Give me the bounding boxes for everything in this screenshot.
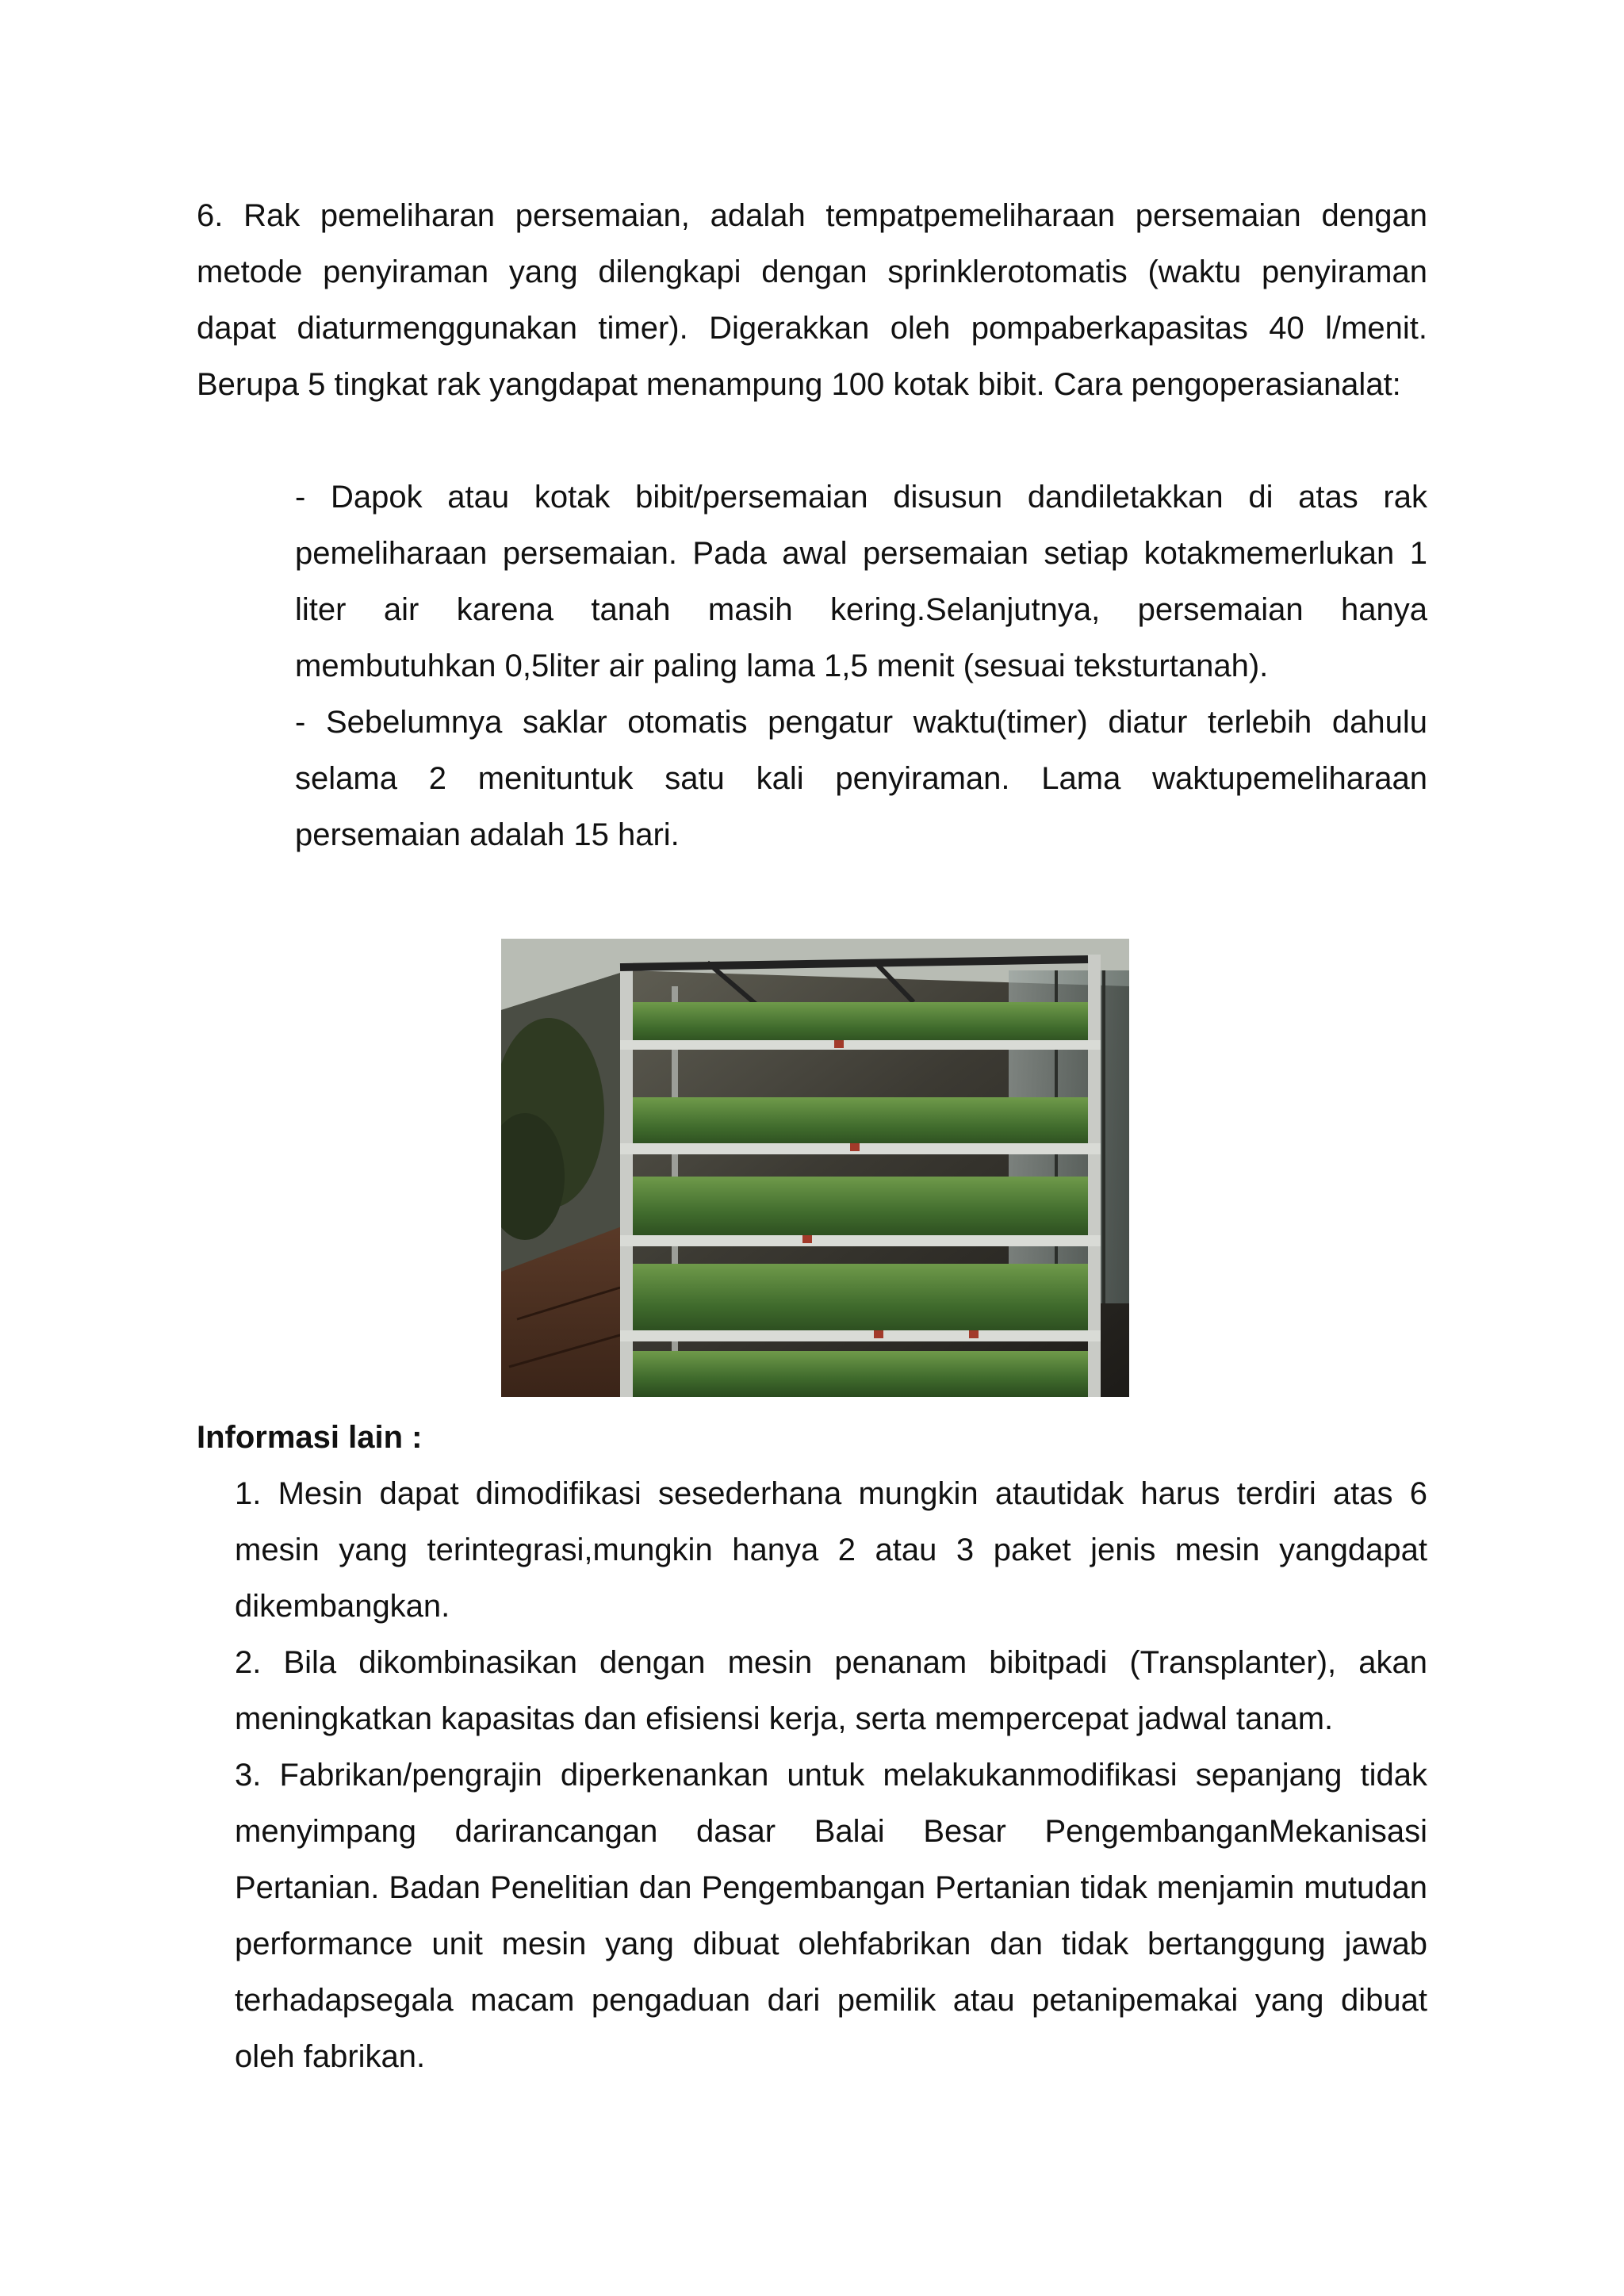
info-item-2: 2. Bila dikombinasikan dengan mesin penanam bibitpadi (Transplanter), akan meningkatkan kapasitas dan efisiensi kerja, serta mempercepat jadwal tanam. <box>235 1645 1427 1736</box>
info-heading: Informasi lain : <box>197 1420 423 1455</box>
seedling-rack-photo <box>501 939 1129 1397</box>
section-6-paragraph: 6. Rak pemeliharan persemaian, adalah tempatpemeliharaan persemaian dengan metode penyiraman yang dilengkapi dengan sprinklerotomatis (waktu penyiraman dapat diaturmenggunakan timer). Digerakkan oleh pompaberkapasitas 40 l/menit. Berupa 5 tingkat rak yangdapat menampung 100 kotak bibit. Cara pengoperasianalat: <box>197 198 1427 402</box>
info-item-3: 3. Fabrikan/pengrajin diperkenankan untuk melakukanmodifikasi sepanjang tidak menyimpang darirancangan dasar Balai Besar PengembanganMekanisasi Pertanian. Badan Penelitian dan Pengembangan Pertanian tidak menjamin mutudan performance unit mesin yang dibuat olehfabrikan dan tidak bertanggung jawab terhadapsegala macam pengaduan dari pemilik atau petanipemakai yang dibuat oleh fabrikan. <box>235 1758 1427 2074</box>
info-item-1: 1. Mesin dapat dimodifikasi sesederhana mungkin atautidak harus terdiri atas 6 mesin yang terintegrasi,mungkin hanya 2 atau 3 paket jenis mesin yangdapat dikembangkan. <box>235 1476 1427 1624</box>
step-1-paragraph: - Dapok atau kotak bibit/persemaian disusun dandiletakkan di atas rak pemeliharaan persemaian. Pada awal persemaian setiap kotakmemerlukan 1 liter air karena tanah masih kering.Selanjutnya, persemaian hanya membutuhkan 0,5liter air paling lama 1,5 menit (sesuai teksturtanah). <box>295 480 1427 683</box>
step-2-paragraph: - Sebelumnya saklar otomatis pengatur waktu(timer) diatur terlebih dahulu selama 2 menituntuk satu kali penyiraman. Lama waktupemeliharaan persemaian adalah 15 hari. <box>295 705 1427 852</box>
